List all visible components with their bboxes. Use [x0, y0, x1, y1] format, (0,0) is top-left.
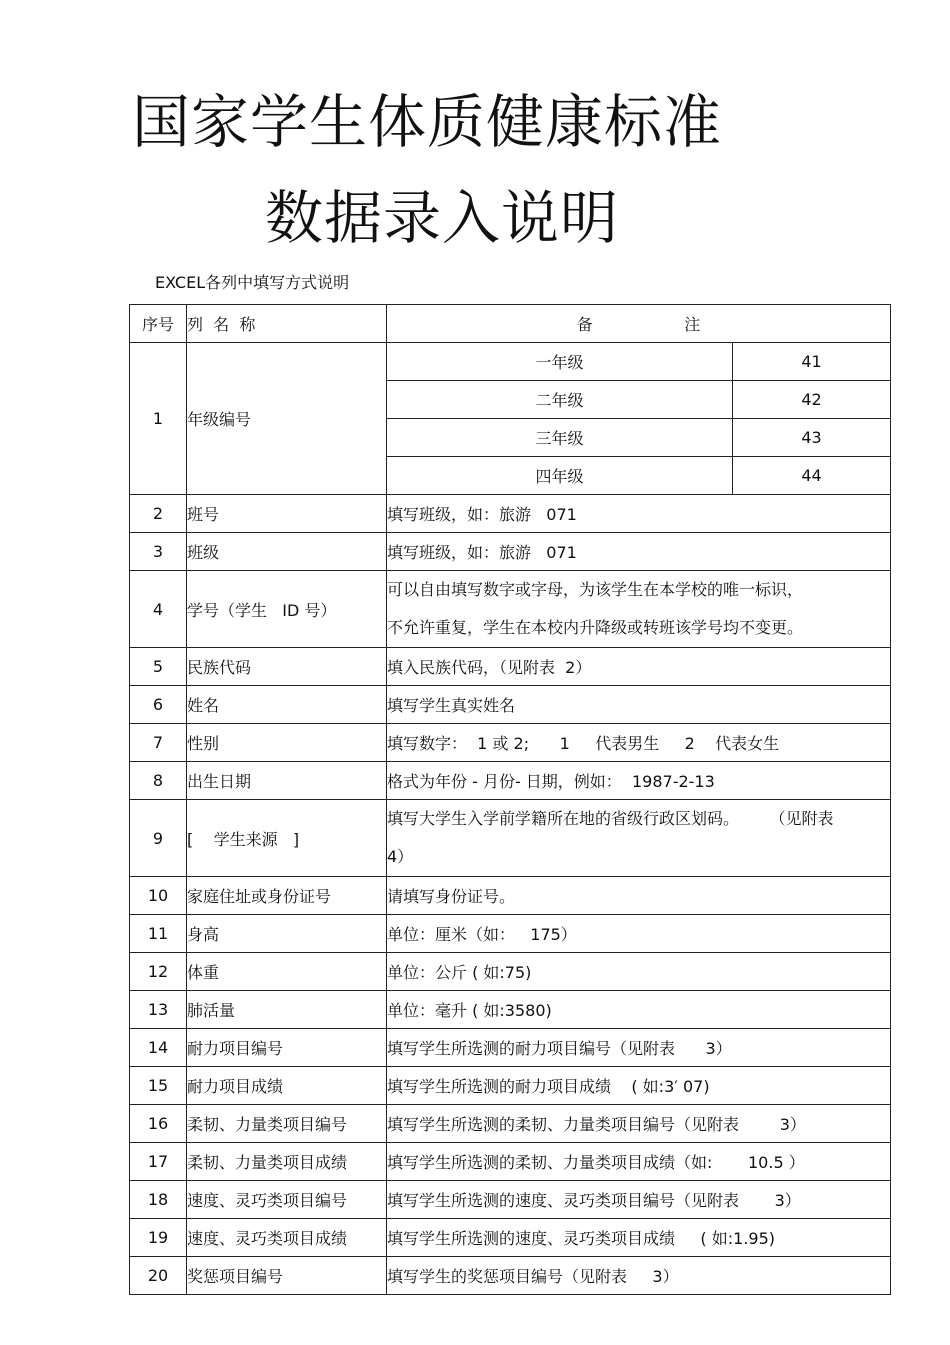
table-row [130, 343, 891, 381]
table-row [130, 800, 891, 877]
row-no: 9 [130, 800, 187, 877]
row-column-name: 班号 [187, 495, 387, 533]
row-note: 填入民族代码，（见附表 2） [387, 648, 891, 686]
row-column-name: 体重 [187, 953, 387, 991]
table-row [130, 571, 891, 648]
row-note [387, 800, 891, 877]
row-note: 请填写身份证号。 [387, 877, 891, 915]
row-note: 填写学生的奖惩项目编号（见附表 3） [387, 1257, 891, 1295]
grade-code: 42 [733, 381, 891, 419]
row-note: 填写班级，如：旅游 071 [387, 495, 891, 533]
row-column-name: [ 学生来源 ] [187, 800, 387, 877]
row-note: 填写学生所选测的速度、灵巧类项目成绩 ( 如:1.95) [387, 1219, 891, 1257]
document-title-line1: 国家学生体质健康标准 [132, 88, 723, 156]
table-row [130, 1143, 891, 1181]
table-row [130, 953, 891, 991]
header-note: 备 注 [387, 305, 891, 343]
table-row [130, 1219, 891, 1257]
row-column-name: 速度、灵巧类项目成绩 [187, 1219, 387, 1257]
row-note: 单位：毫升 ( 如:3580) [387, 991, 891, 1029]
table-row [130, 1257, 891, 1295]
row-note-line: 可以自由填写数字或字母，为该学生在本学校的唯一标识， [387, 580, 804, 599]
row-note: 填写学生所选测的柔韧、力量类项目成绩（如: 10.5 ） [387, 1143, 891, 1181]
row-note: 填写学生所选测的柔韧、力量类项目编号（见附表 3） [387, 1105, 891, 1143]
row-column-name: 肺活量 [187, 991, 387, 1029]
grade-label: 二年级 [387, 381, 733, 419]
table-row [130, 1105, 891, 1143]
row-no: 12 [130, 953, 187, 991]
row-no: 1 [130, 343, 187, 495]
row-note: 单位：公斤 ( 如:75) [387, 953, 891, 991]
row-no: 4 [130, 571, 187, 648]
row-no: 13 [130, 991, 187, 1029]
table-row [130, 877, 891, 915]
row-no: 3 [130, 533, 187, 571]
row-no: 18 [130, 1181, 187, 1219]
row-column-name: 性别 [187, 724, 387, 762]
table-row [130, 1029, 891, 1067]
table-row [130, 762, 891, 800]
document-title-line2: 数据录入说明 [265, 184, 620, 252]
row-no: 19 [130, 1219, 187, 1257]
row-column-name: 班级 [187, 533, 387, 571]
row-note: 格式为年份 - 月份- 日期，例如： 1987-2-13 [387, 762, 891, 800]
row-no: 10 [130, 877, 187, 915]
row-note: 单位：厘米（如： 175） [387, 915, 891, 953]
grade-code: 43 [733, 419, 891, 457]
row-no: 11 [130, 915, 187, 953]
row-column-name: 耐力项目编号 [187, 1029, 387, 1067]
table-row [130, 991, 891, 1029]
row-no: 14 [130, 1029, 187, 1067]
row-column-name: 出生日期 [187, 762, 387, 800]
header-no: 序号 [130, 305, 187, 343]
grade-code: 44 [733, 457, 891, 495]
table-header-row [130, 305, 891, 343]
row-no: 8 [130, 762, 187, 800]
grade-label: 四年级 [387, 457, 733, 495]
table-row [130, 686, 891, 724]
row-column-name: 学号（学生 ID 号） [187, 571, 387, 648]
row-no: 17 [130, 1143, 187, 1181]
table-caption: EXCEL各列中填写方式说明 [155, 273, 350, 292]
row-note [387, 571, 891, 648]
row-no: 15 [130, 1067, 187, 1105]
table-row [130, 533, 891, 571]
row-note: 填写数字： 1 或 2; 1 代表男生 2 代表女生 [387, 724, 891, 762]
row-note: 填写学生所选测的速度、灵巧类项目编号（见附表 3） [387, 1181, 891, 1219]
table-row [130, 915, 891, 953]
row-column-name: 姓名 [187, 686, 387, 724]
row-note: 填写学生所选测的耐力项目成绩 ( 如:3′ 07) [387, 1067, 891, 1105]
row-note: 填写学生真实姓名 [387, 686, 891, 724]
table-row [130, 648, 891, 686]
row-note-line: 不允许重复，学生在本校内升降级或转班该学号均不变更。 [387, 618, 804, 637]
row-column-name: 年级编号 [187, 343, 387, 495]
row-column-name: 耐力项目成绩 [187, 1067, 387, 1105]
grade-label: 三年级 [387, 419, 733, 457]
row-column-name: 身高 [187, 915, 387, 953]
row-no: 5 [130, 648, 187, 686]
row-no: 6 [130, 686, 187, 724]
column-description-table [129, 304, 891, 1295]
row-column-name: 奖惩项目编号 [187, 1257, 387, 1295]
row-no: 7 [130, 724, 187, 762]
table-row [130, 495, 891, 533]
table-row [130, 1181, 891, 1219]
row-no: 16 [130, 1105, 187, 1143]
header-column-name: 列 名 称 [187, 305, 387, 343]
row-column-name: 家庭住址或身份证号 [187, 877, 387, 915]
grade-label: 一年级 [387, 343, 733, 381]
table-row [130, 1067, 891, 1105]
row-no: 2 [130, 495, 187, 533]
row-column-name: 民族代码 [187, 648, 387, 686]
row-no: 20 [130, 1257, 187, 1295]
row-note: 填写学生所选测的耐力项目编号（见附表 3） [387, 1029, 891, 1067]
row-column-name: 柔韧、力量类项目编号 [187, 1105, 387, 1143]
grade-code: 41 [733, 343, 891, 381]
table-row [130, 724, 891, 762]
row-column-name: 柔韧、力量类项目成绩 [187, 1143, 387, 1181]
row-note-line: 4） [387, 847, 414, 866]
row-note-line: 填写大学生入学前学籍所在地的省级行政区划码。 （见附表 [387, 809, 834, 828]
row-column-name: 速度、灵巧类项目编号 [187, 1181, 387, 1219]
row-note: 填写班级，如：旅游 071 [387, 533, 891, 571]
